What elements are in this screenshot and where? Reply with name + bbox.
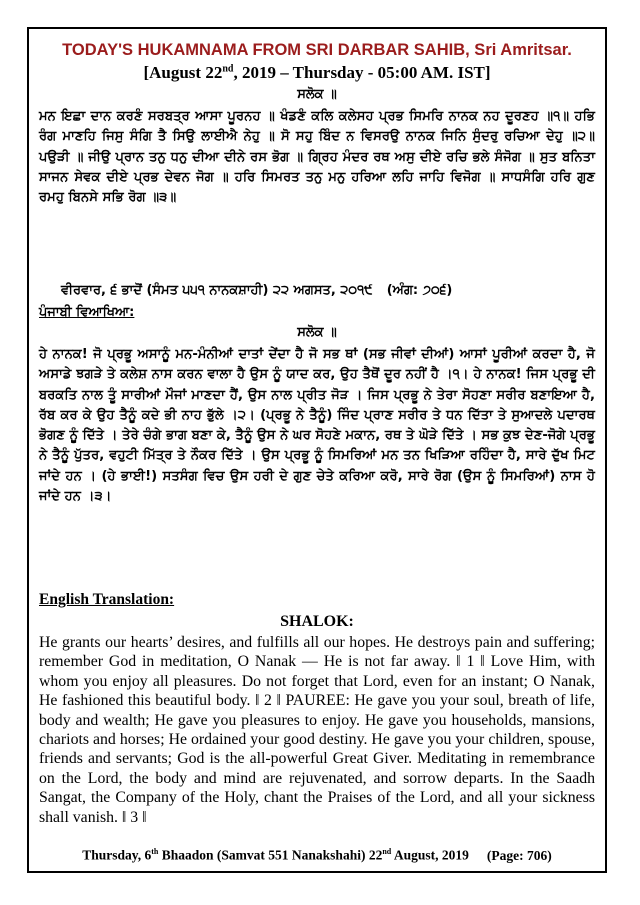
vyakhia-text: ਹੇ ਨਾਨਕ! ਜੋ ਪ੍ਰਭੂ ਅਸਾਨੂੰ ਮਨ-ਮੰਨੀਆਂ ਦਾਤਾਂ ਦੇਂਦਾ ਹੈ ਜੋ ਸਭ ਥਾਂ (ਸਭ ਜੀਵਾਂ ਦੀਆਂ) ਆਸਾਂ ਪੂਰੀਆਂ ਕਰਦਾ ਹੈ, ਜੋ ਅਸਾਡੇ ਝਗੜੇ ਤੇ ਕਲੇਸ਼ ਨਾਸ ਕਰਨ ਵਾਲਾ ਹੈ ਉਸ ਨੂੰ ਯਾਦ ਕਰ, ਉਹ ਤੈਥੋਂ ਦੂਰ ਨਹੀਂ ਹੈ ।੧। ਹੇ ਨਾਨਕ! ਜਿਸ ਪ੍ਰਭੂ ਦੀ ਬਰਕਤਿ ਨਾਲ ਤੂੰ ਸਾਰੀਆਂ ਮੌਜਾਂ ਮਾਣਦਾ ਹੈਂ, ਉਸ ਨਾਲ ਪ੍ਰੀਤ ਜੋੜ । ਜਿਸ ਪ੍ਰਭੂ ਨੇ ਤੇਰਾ ਸੋਹਣਾ ਸਰੀਰ ਬਣਾਇਆ ਹੈ, ਰੱਬ ਕਰ ਕੇ ਉਹ ਤੈਨੂੰ ਕਦੇ ਭੀ ਨਾਹ ਭੁੱਲੇ ।੨। (ਪ੍ਰਭੂ ਨੇ ਤੈਨੂੰ) ਜਿੰਦ ਪ੍ਰਾਣ ਸਰੀਰ ਤੇ ਧਨ ਦਿੱਤਾ ਤੇ ਸੁਆਦਲੇ ਪਦਾਰਥ ਭੋਗਣ ਨੂੰ ਦਿੱਤੇ । ਤੇਰੇ ਚੰਗੇ ਭਾਗ ਬਣਾ ਕੇ, ਤੈਨੂੰ ਉਸ ਨੇ ਘਰ ਸੋਹਣੇ ਮਕਾਨ, ਰਥ ਤੇ ਘੋੜੇ ਦਿੱਤੇ । ਸਭ ਕੁਝ ਦੇਣ-ਜੋਗੇ ਪ੍ਰਭੂ ਨੇ ਤੈਨੂੰ ਪੁੱਤਰ, ਵਹੁਟੀ ਮਿੱਤ੍ਰ ਤੇ ਨੌਕਰ ਦਿੱਤੇ । ਉਸ ਪ੍ਰਭੂ ਨੂੰ ਸਿਮਰਿਆਂ ਮਨ ਤਨ ਖਿੜਿਆ ਰਹਿੰਦਾ ਹੈ, ਸਾਰੇ ਦੁੱਖ ਮਿਟ ਜਾਂਦੇ ਹਨ । (ਹੇ ਭਾਈ!) ਸਤਸੰਗ ਵਿਚ ਉਸ ਹਰੀ ਦੇ ਗੁਣ ਚੇਤੇ ਕਰਿਆ ਕਰੋ, ਸਾਰੇ ਰੋਗ (ਉਸ ਨੂੰ ਸਿਮਰਿਆਂ) ਨਾਸ ਹੋ ਜਾਂਦੇ ਹਨ ।੩। <box>39 347 595 505</box>
punjabi-vyakhia-label: ਪੰਜਾਬੀ ਵਿਆਖਿਆ: <box>39 305 135 320</box>
gurmukhi-date-line: ਵੀਰਵਾਰ, ੬ ਭਾਦੋਂ (ਸੰਮਤ ੫੫੧ ਨਾਨਕਸ਼ਾਹੀ) ੨੨ ਅਗਸਤ, ੨੦੧੯ (ਅੰਗ: ੭੦੬) <box>61 283 453 298</box>
vyakhia-heading: ਸਲੋਕ ॥ <box>297 325 337 340</box>
english-translation-label: English Translation: <box>39 591 175 608</box>
gurbani-heading: ਸਲੋਕ ॥ <box>297 87 337 102</box>
gurbani-text: ਮਨ ਇਛਾ ਦਾਨ ਕਰਣੰ ਸਰਬਤ੍ਰ ਆਸਾ ਪੂਰਨਹ ॥ ਖੰਡਣੰ ਕਲਿ ਕਲੇਸਹ ਪ੍ਰਭ ਸਿਮਰਿ ਨਾਨਕ ਨਹ ਦੂਰਣਹ ॥੧॥ ਹਭਿ ਰੰਗ ਮਾਣਹਿ ਜਿਸੁ ਸੰਗਿ ਤੈ ਸਿਉ ਲਾਈਐ ਨੇਹੁ ॥ ਸੋ ਸਹੁ ਬਿੰਦ ਨ ਵਿਸਰਉ ਨਾਨਕ ਜਿਨਿ ਸੁੰਦਰੁ ਰਚਿਆ ਦੇਹੁ ॥੨॥ ਪਉੜੀ ॥ ਜੀਉ ਪ੍ਰਾਨ ਤਨੁ ਧਨੁ ਦੀਆ ਦੀਨੇ ਰਸ ਭੋਗ ॥ ਗ੍ਰਿਹ ਮੰਦਰ ਰਥ ਅਸੁ ਦੀਏ ਰਚਿ ਭਲੇ ਸੰਜੋਗ ॥ ਸੁਤ ਬਨਿਤਾ ਸਾਜਨ ਸੇਵਕ ਦੀਏ ਪ੍ਰਭ ਦੇਵਨ ਜੋਗ ॥ ਹਰਿ ਸਿਮਰਤ ਤਨੁ ਮਨੁ ਹਰਿਆ ਲਹਿ ਜਾਹਿ ਵਿਜੋਗ ॥ ਸਾਧਸੰਗਿ ਹਰਿ ਗੁਣ ਰਮਹੁ ਬਿਨਸੇ ਸਭਿ ਰੋਗ ॥੩॥ <box>39 109 595 206</box>
hukamnama-page <box>27 27 607 873</box>
english-heading: SHALOK: <box>280 613 354 630</box>
date-header: [August 22nd, 2019 – Thursday - 05:00 AM. IST] <box>143 63 491 82</box>
english-text: He grants our hearts’ desires, and fulfills all our hopes. He destroys pain and suffering; remember God in meditation, O Nanak — He is not far away. ‖ 1 ‖ Love Him, with whom you enjoy all pleasures. Do not forget that Lord, even for an instant; O Nanak, He fashioned this beautiful body. ‖ 2 ‖ PAUREE: He gave you your soul, breath of life, body and wealth; He gave you pleasures to enjoy. He gave you households, mansions, chariots and horses; He ordained your good destiny. He gave you your children, spouse, friends and servants; God is the all-powerful Great Giver. Meditating in remembrance on the Lord, the body and mind are rejuvenated, and sorrow departs. In the Saadh Sangat, the Company of the Holy, chant the Praises of the Lord, and all your sickness shall vanish. ‖ 3 ‖ <box>39 634 595 826</box>
footer-date: Thursday, 6th Bhaadon (Samvat 551 Nanakshahi) 22nd August, 2019 (Page: 706) <box>82 847 552 863</box>
page-title: TODAY'S HUKAMNAMA FROM SRI DARBAR SAHIB, Sri Amritsar. <box>62 41 572 59</box>
page-number: (Page: 706) <box>486 847 552 863</box>
ang-number: (ਅੰਗ: ੭੦੬) <box>386 283 453 298</box>
